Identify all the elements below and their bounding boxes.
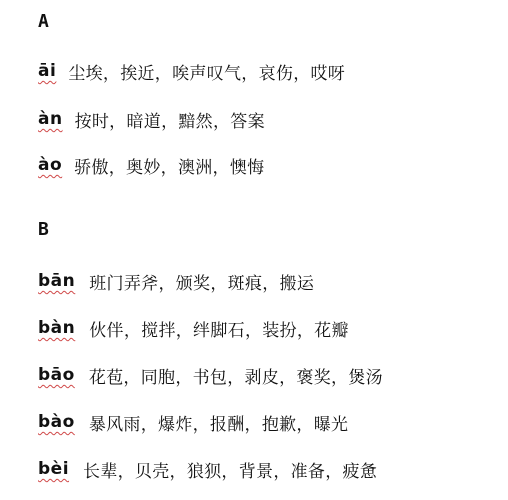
section-heading-a: A: [38, 11, 49, 32]
pinyin-label: ào: [38, 155, 63, 175]
pinyin-label: bàn: [38, 318, 76, 338]
entry-ai: [38, 58, 345, 84]
word-list: 长辈，贝壳，狼狈，背景，准备，疲惫: [83, 461, 378, 482]
word-list: 骄傲，奥妙，澳洲，懊悔: [74, 157, 265, 178]
word-list: 花苞，同胞，书包，剥皮，褒奖，煲汤: [88, 367, 383, 388]
pinyin-label: āi: [38, 61, 57, 81]
pinyin-label: bào: [38, 412, 75, 432]
entry-bao4: [38, 409, 348, 435]
pinyin-label: bāo: [38, 365, 75, 385]
pinyin-label: bān: [38, 271, 76, 291]
word-list: 尘埃，挨近，唉声叹气，哀伤，哎呀: [68, 63, 346, 84]
entry-an: [38, 106, 265, 132]
word-list: 按时，暗道，黯然，答案: [74, 111, 265, 132]
entry-ao: [38, 152, 264, 178]
word-list: 伙伴，搅拌，绊脚石，装扮，花瓣: [89, 320, 349, 341]
pinyin-label: àn: [38, 109, 63, 129]
entry-bei4: [38, 456, 377, 482]
word-list: 暴风雨，爆炸，报酬，抱歉，曝光: [88, 414, 349, 435]
entry-bao1: [38, 362, 383, 388]
word-list: 班门弄斧，颁奖，斑痕，搬运: [89, 273, 315, 294]
section-heading-b: B: [38, 219, 49, 240]
pinyin-label: bèi: [38, 459, 70, 479]
entry-ban4: [38, 315, 349, 341]
entry-ban1: [38, 268, 314, 294]
